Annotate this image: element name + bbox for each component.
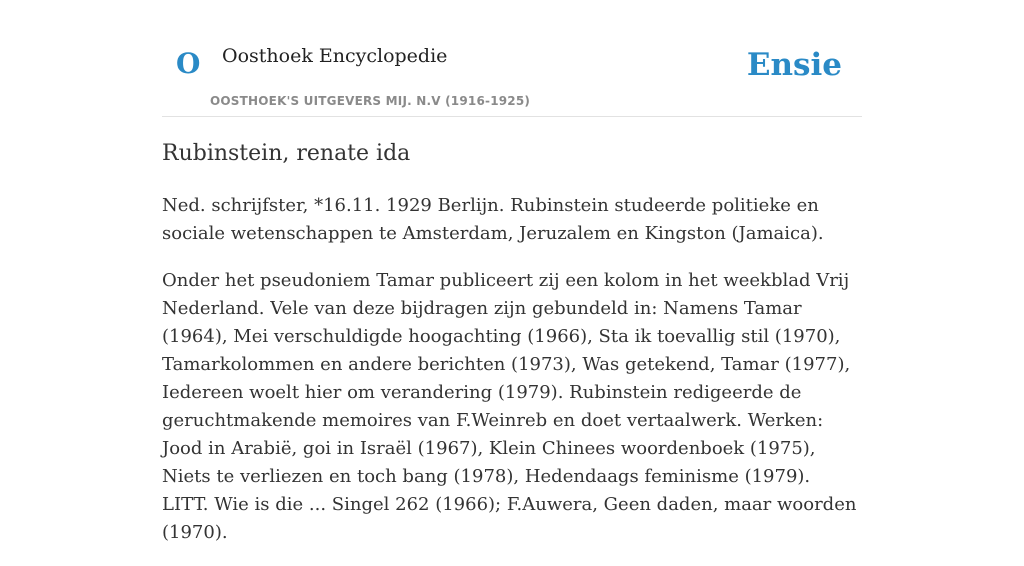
ensie-logo-link[interactable]: Ensie — [746, 47, 842, 83]
site-header — [162, 0, 862, 117]
entry-title: Rubinstein, renate ida — [162, 141, 411, 166]
source-title-link[interactable]: Oosthoek Encyclopedie — [222, 45, 448, 67]
publisher-label: OOSTHOEK'S UITGEVERS MIJ. N.V (1916-1925) — [210, 94, 531, 108]
source-logo-icon[interactable]: O — [176, 47, 201, 80]
entry-body — [162, 192, 862, 566]
entry-paragraph: Ned. schrijfster, *16.11. 1929 Berlijn. Rubinstein studeerde politieke en sociale wetenschappen te Amsterdam, Jeruzalem en Kingston (Jamaica). — [162, 195, 824, 244]
entry-paragraph: Onder het pseudoniem Tamar publiceert zij een kolom in het weekblad Vrij Nederland. Vele van deze bijdragen zijn gebundeld in: Namens Tamar (1964), Mei verschuldigde hoogachting (1966), Sta ik toevallig stil (1970), Tamarkolommen en andere berichten (1973), Was getekend, Tamar (1977), Iedereen woelt hier om verandering (1979). Rubinstein redigeerde de geruchtmakende memoires van F.Weinreb en doet vertaalwerk. Werken: Jood in Arabië, goi in Israël (1967), Klein Chinees woordenboek (1975), Niets te verliezen en toch bang (1978), Hedendaags feminisme (1979). LITT. Wie is die ... Singel 262 (1966); F.Auwera, Geen daden, maar woorden (1970). — [162, 270, 857, 543]
